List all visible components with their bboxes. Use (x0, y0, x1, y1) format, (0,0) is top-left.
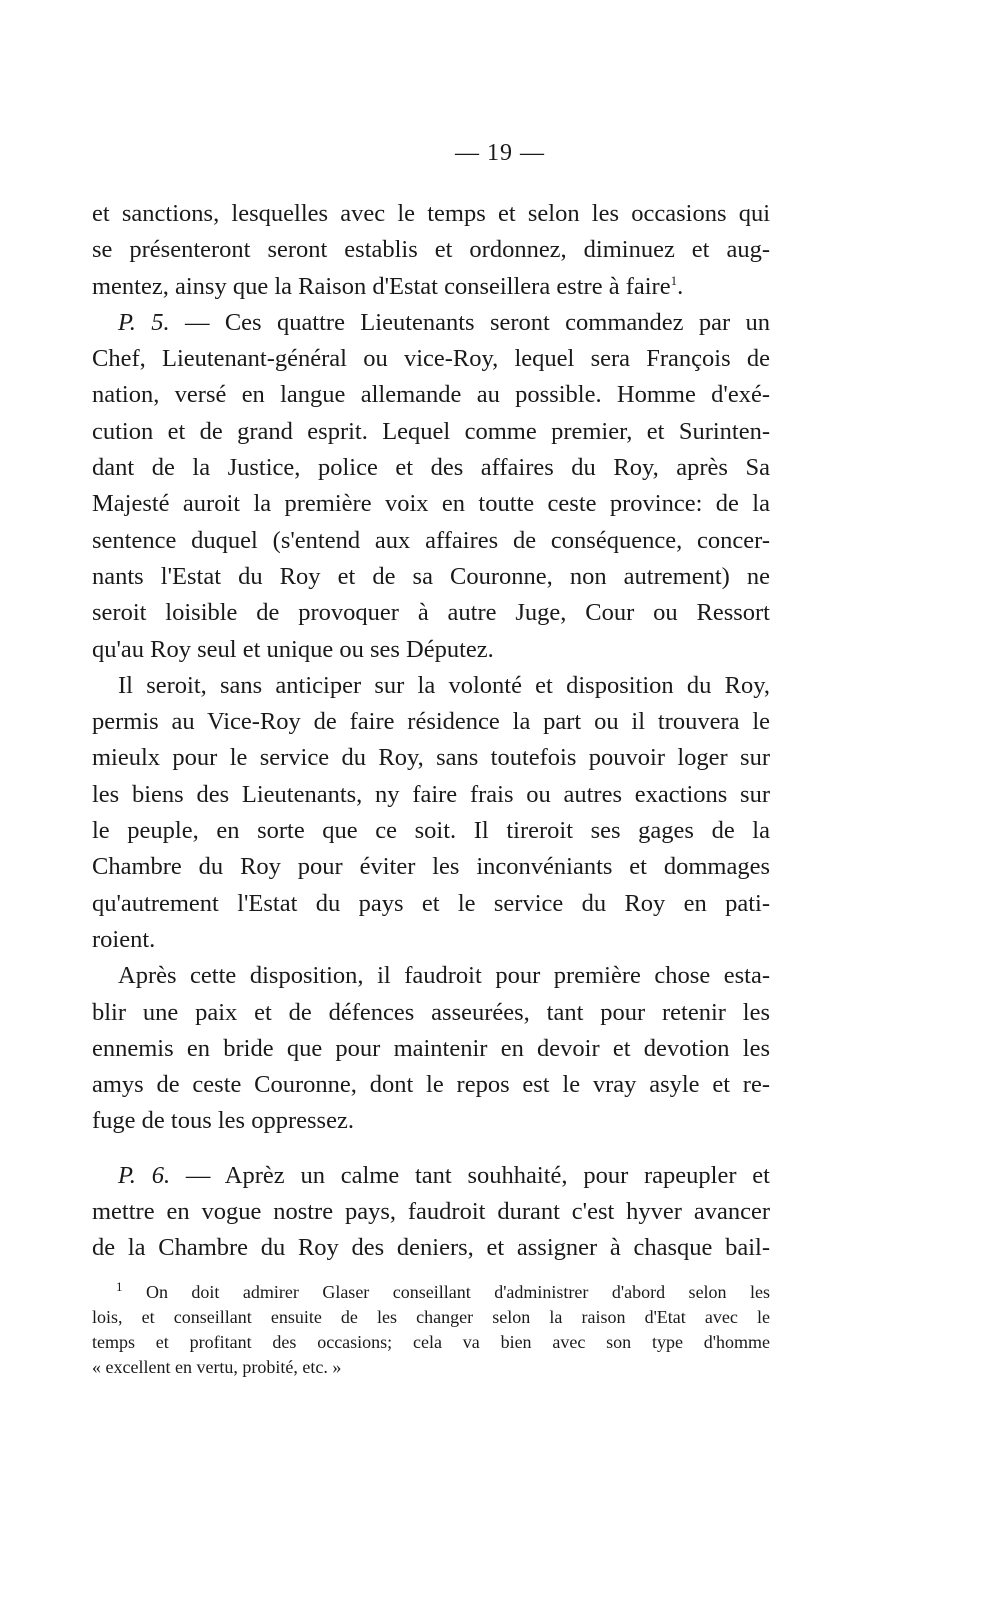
text-line-content: P. 5. — Ces quattre Lieutenants seront commandez par un (118, 308, 770, 336)
text-line: mettre en vogue nostre pays, faudroit durant c'est hyver avancer (92, 1198, 770, 1226)
paragraph-p5-heading-line (92, 305, 770, 341)
footnote-line: temps et profitant des occasions; cela va bien avec son type d'homme (92, 1332, 770, 1352)
text-line: fuge de tous les oppressez. (92, 1107, 354, 1135)
text-line: mentez, ainsy que la Raison d'Estat conseillera estre à faire$^1$. (92, 272, 684, 300)
footnote (92, 1280, 770, 1380)
text-line: sentence duquel (s'entend aux affaires de conséquence, concer- (92, 526, 770, 554)
paragraph-p6-heading-line: P. 6. — Aprèz un calme tant souhhaité, pour rapeupler et (118, 1161, 770, 1189)
text-line: se présenteront seront establis et ordonnez, diminuez et aug- (92, 236, 770, 264)
text-line: de la Chambre du Roy des deniers, et assigner à chasque bail- (92, 1234, 770, 1262)
footnote-marker: 1 (116, 1279, 123, 1294)
text-line: seroit loisible de provoquer à autre Juge, Cour ou Ressort (92, 599, 770, 627)
text-line: dant de la Justice, police et des affaires du Roy, après Sa (92, 454, 770, 482)
footnote-line (92, 1280, 770, 1305)
main-text (92, 196, 770, 1267)
footnote-line-content: On doit admirer Glaser conseillant d'administrer d'abord selon les (145, 1282, 771, 1302)
text-line: blir une paix et de défences asseurées, tant pour retenir les (92, 998, 770, 1026)
text-line: amys de ceste Couronne, dont le repos est le vray asyle et re- (92, 1071, 770, 1099)
paragraph-gap (92, 1140, 770, 1158)
text-line: et sanctions, lesquelles avec le temps et selon les occasions qui (92, 200, 770, 227)
text-line: cution et de grand esprit. Lequel comme premier, et Surinten- (92, 417, 770, 445)
text-line: qu'au Roy seul et unique ou ses Députez. (92, 635, 494, 663)
text-line: ennemis en bride que pour maintenir en devoir et devotion les (92, 1034, 770, 1062)
text-line: nants l'Estat du Roy et de sa Couronne, non autrement) ne (92, 562, 770, 590)
text-line: Chef, Lieutenant-général ou vice-Roy, lequel sera François de (92, 345, 770, 373)
text-line: qu'autrement l'Estat du pays et le service du Roy en pati- (92, 889, 770, 917)
text-line: permis au Vice-Roy de faire résidence la part ou il trouvera le (92, 708, 770, 736)
text-line: Il seroit, sans anticiper sur la volonté et disposition du Roy, (118, 671, 770, 699)
text-line: mieulx pour le service du Roy, sans toutefois pouvoir loger sur (92, 744, 770, 772)
text-line: les biens des Lieutenants, ny faire frais ou autres exactions sur (92, 780, 770, 808)
text-line: Majesté auroit la première voix en toutte ceste province: de la (92, 490, 770, 518)
text-line-content: mentez, ainsy que la Raison d'Estat conseillera estre à faire (92, 272, 671, 300)
text-line: le peuple, en sorte que ce soit. Il tireroit ses gages de la (92, 817, 770, 845)
section-label: P. 5. (118, 308, 170, 336)
footnote-reference[interactable]: 1 (670, 272, 678, 288)
text-line: roient. (92, 925, 156, 953)
section-label: P. 6. (118, 1161, 171, 1189)
text-line: nation, versé en langue allemande au possible. Homme d'exé- (92, 381, 770, 409)
text-line: Chambre du Roy pour éviter les inconvéniants et dommages (92, 853, 770, 881)
footnote-line: lois, et conseillant ensuite de les changer selon la raison d'Etat avec le (92, 1307, 770, 1327)
page-number: — 19 — (455, 140, 545, 166)
text-line: Après cette disposition, il faudroit pour première chose esta- (118, 962, 770, 990)
footnote-line: « excellent en vertu, probité, etc. » (92, 1357, 342, 1377)
